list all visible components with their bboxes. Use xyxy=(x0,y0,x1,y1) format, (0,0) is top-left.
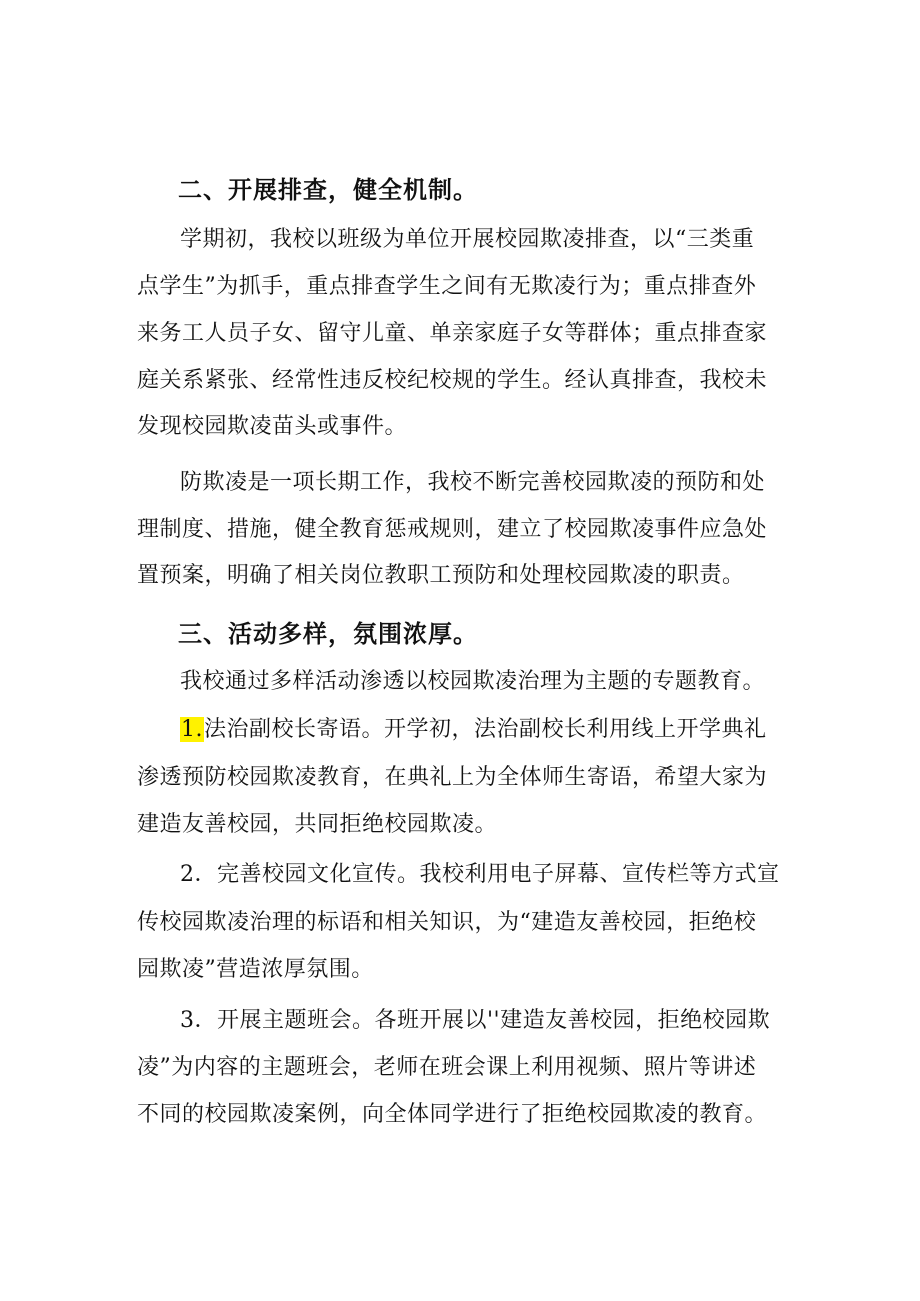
list-item-text: 法治副校长寄语。开学初，法治副校长利用线上开学典礼 xyxy=(204,717,767,742)
paragraph-line: 凌”为内容的主题班会，老师在班会课上利用视频、照片等讲述 xyxy=(137,1055,757,1080)
paragraph-line: 3．开展主题班会。各班开展以''建造友善校园，拒绝校园欺 xyxy=(180,1008,771,1033)
paragraph-line: 发现校园欺凌苗头或事件。 xyxy=(137,414,408,439)
paragraph-line: 园欺凌”营造浓厚氛围。 xyxy=(137,957,374,982)
paragraph-line xyxy=(180,712,767,743)
paragraph-line: 不同的校园欺凌案例，向全体同学进行了拒绝校园欺凌的教育。 xyxy=(137,1102,768,1127)
paragraph-line: 建造友善校园，共同拒绝校园欺凌。 xyxy=(137,812,498,837)
paragraph-line: 学期初，我校以班级为单位开展校园欺凌排查，以“三类重 xyxy=(180,227,755,252)
paragraph-line: 来务工人员子女、留守儿童、单亲家庭子女等群体；重点排查家 xyxy=(137,321,768,346)
paragraph-line: 2．完善校园文化宣传。我校利用电子屏幕、宣传栏等方式宣 xyxy=(180,862,780,887)
paragraph-line: 渗透预防校园欺凌教育，在典礼上为全体师生寄语，希望大家为 xyxy=(137,765,768,790)
section-heading-3: 三、活动多样，氛围浓厚。 xyxy=(178,620,478,648)
paragraph-line: 传校园欺凌治理的标语和相关知识，为“建造友善校园，拒绝校 xyxy=(137,910,757,935)
paragraph-line: 置预案，明确了相关岗位教职工预防和处理校园欺凌的职责。 xyxy=(137,563,745,588)
highlighted-number: 1. xyxy=(181,717,203,742)
paragraph-line: 点学生”为抓手，重点排查学生之间有无欺凌行为；重点排查外 xyxy=(137,274,757,299)
paragraph-line: 理制度、措施，健全教育惩戒规则，建立了校园欺凌事件应急处 xyxy=(137,517,768,542)
section-intro: 我校通过多样活动渗透以校园欺凌治理为主题的专题教育。 xyxy=(180,669,766,694)
paragraph-line: 庭关系紧张、经常性违反校纪校规的学生。经认真排查，我校未 xyxy=(137,368,768,393)
paragraph-line: 防欺凌是一项长期工作，我校不断完善校园欺凌的预防和处 xyxy=(180,470,766,495)
section-heading-2: 二、开展排查，健全机制。 xyxy=(178,176,478,204)
